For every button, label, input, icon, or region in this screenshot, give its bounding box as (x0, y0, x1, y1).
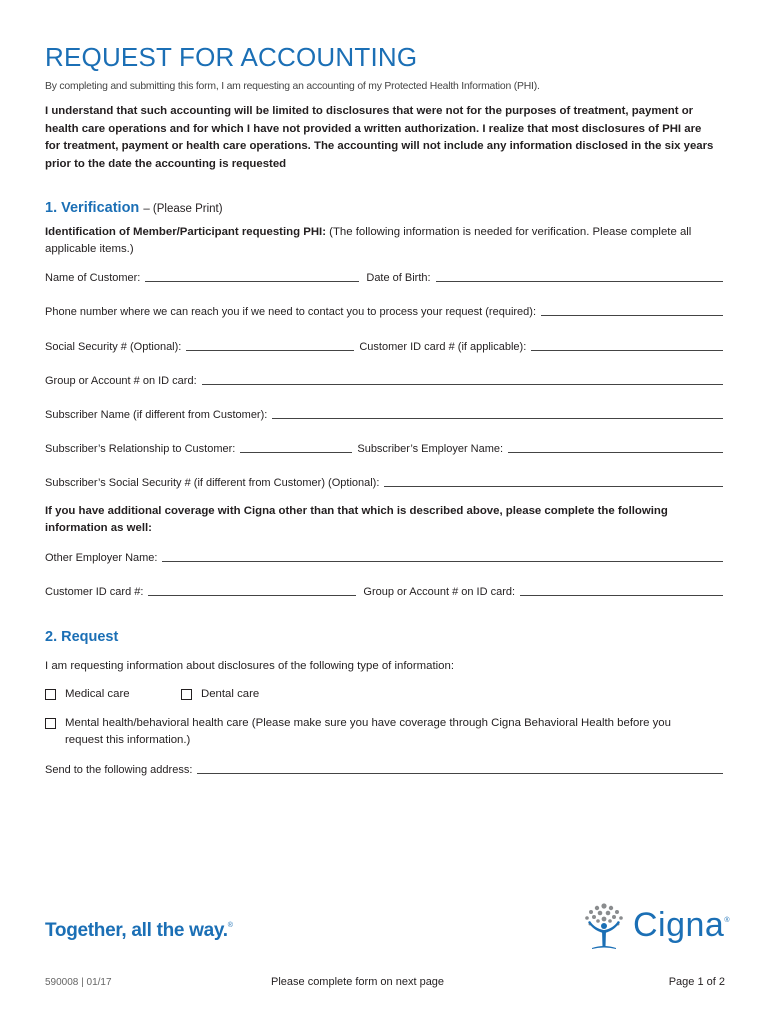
footer-next-page-note: Please complete form on next page (271, 976, 445, 988)
row-relationship-employer (45, 439, 723, 455)
subscriber-ssn-label (45, 477, 384, 489)
identification-instructions (45, 224, 721, 258)
verification-heading-note: – (Please Print) (143, 203, 223, 215)
ssn-label (45, 341, 186, 353)
mental-option (45, 715, 715, 749)
subscriber-name-label-text: Subscriber Name (45, 409, 130, 421)
footer (45, 976, 725, 992)
subscriber-name-label-note: (if different from Customer): (129, 409, 268, 421)
phone-label-text: Phone number where we can reach you if we need to contact you to process your request (45, 306, 483, 318)
section-request-heading: 2. Request (45, 629, 119, 645)
medical-checkbox[interactable] (45, 689, 56, 700)
row-name-dob (45, 268, 723, 284)
form-code: 590008 | 01/17 (45, 977, 112, 988)
dental-option (181, 686, 259, 703)
relationship-label: Subscriber’s Relationship to Customer: (45, 443, 236, 455)
custid-label-text: Customer ID card # (359, 341, 455, 353)
intro-text: By completing and submitting this form, I am requesting an accounting of my Protected Health Information (PHI). (45, 81, 540, 92)
custid2-field[interactable] (148, 583, 356, 596)
medical-option (45, 686, 181, 703)
intro-disclaimer: I understand that such accounting will be limited to disclosures that were not for the purposes of treatment, payment or health care operations and for which I have not provided a written authorization. I realize that most disclosures of PHI are for treatment, payment or health care operations. The accounting will not include any information disclosed in the six years prior to the date the accounting is requested (45, 105, 714, 170)
other-employer-label: Other Employer Name: (45, 552, 158, 564)
other-employer-field[interactable] (162, 549, 723, 562)
send-address-label: Send to the following address: (45, 764, 193, 776)
tagline-mark: ® (227, 922, 233, 929)
employer-field[interactable] (508, 440, 723, 453)
row-subscriber-ssn (45, 473, 723, 489)
name-field[interactable] (145, 269, 359, 282)
mental-checkbox[interactable] (45, 718, 56, 729)
ssn-label-note: (Optional): (126, 341, 182, 353)
group2-field[interactable] (520, 583, 723, 596)
dental-checkbox[interactable] (181, 689, 192, 700)
form-page (45, 0, 731, 1024)
phone-label-note: (required): (482, 306, 536, 318)
group2-label: Group or Account # on ID card: (363, 586, 516, 598)
tree-person-icon (578, 900, 630, 952)
row-subscriber-name (45, 405, 723, 421)
phone-label (45, 306, 541, 318)
dob-label: Date of Birth: (366, 272, 431, 284)
group-label-note: on ID card: (139, 375, 197, 387)
row-ssn-custid (45, 337, 723, 353)
group-field[interactable] (202, 372, 723, 385)
group-label (45, 375, 202, 387)
dob-field[interactable] (436, 269, 723, 282)
request-intro: I am requesting information about disclosures of the following type of information: (45, 660, 455, 672)
request-options-row (45, 686, 259, 703)
dental-label: Dental care (201, 688, 260, 700)
cigna-logo (578, 900, 731, 952)
custid-label-note: (if applicable): (454, 341, 527, 353)
subscriber-name-field[interactable] (272, 406, 723, 419)
relationship-field[interactable] (240, 440, 352, 453)
row-send-address (45, 760, 723, 776)
subscriber-ssn-field[interactable] (384, 474, 723, 487)
logo-text: Cigna (633, 906, 725, 944)
page-title: REQUEST FOR ACCOUNTING (45, 42, 418, 72)
mental-label: Mental health/behavioral health care (Please make sure you have coverage through Cigna Behavioral Health before you request this information.) (65, 717, 671, 746)
custid-label (354, 341, 531, 353)
section-verification-heading (45, 199, 223, 218)
phone-field[interactable] (541, 303, 723, 316)
logo-wordmark (633, 906, 730, 945)
custid-field[interactable] (531, 338, 723, 351)
row-group (45, 371, 723, 387)
send-address-field[interactable] (197, 761, 723, 774)
page-number: Page 1 of 2 (668, 976, 725, 988)
identification-bold: Identification of Member/Participant requesting PHI: (45, 226, 327, 238)
row-other-employer (45, 548, 723, 564)
employer-label: Subscriber’s Employer Name: (357, 443, 504, 455)
subscriber-name-label (45, 409, 272, 421)
row-phone (45, 302, 723, 318)
custid2-label: Customer ID card #: (45, 586, 144, 598)
verification-heading-text: 1. Verification (45, 200, 140, 216)
subscriber-ssn-label-note: (if different from Customer) (Optional): (190, 477, 380, 489)
tagline (45, 920, 233, 942)
identification-text: (The following information is needed for verification. Please complete all applicable items.) (45, 226, 692, 255)
ssn-label-text: Social Security # (45, 341, 127, 353)
additional-coverage-text: If you have additional coverage with Cigna other than that which is described above, please complete the following information as well: (45, 505, 668, 534)
tagline-text: Together, all the way. (45, 920, 228, 941)
group-label-text: Group or Account # (45, 375, 140, 387)
subscriber-ssn-label-text: Subscriber’s Social Security # (45, 477, 191, 489)
medical-label: Medical care (65, 688, 130, 700)
row-custid2-group2 (45, 582, 723, 598)
logo-mark: ® (724, 916, 731, 924)
name-label: Name of Customer: (45, 272, 141, 284)
ssn-field[interactable] (186, 338, 354, 351)
